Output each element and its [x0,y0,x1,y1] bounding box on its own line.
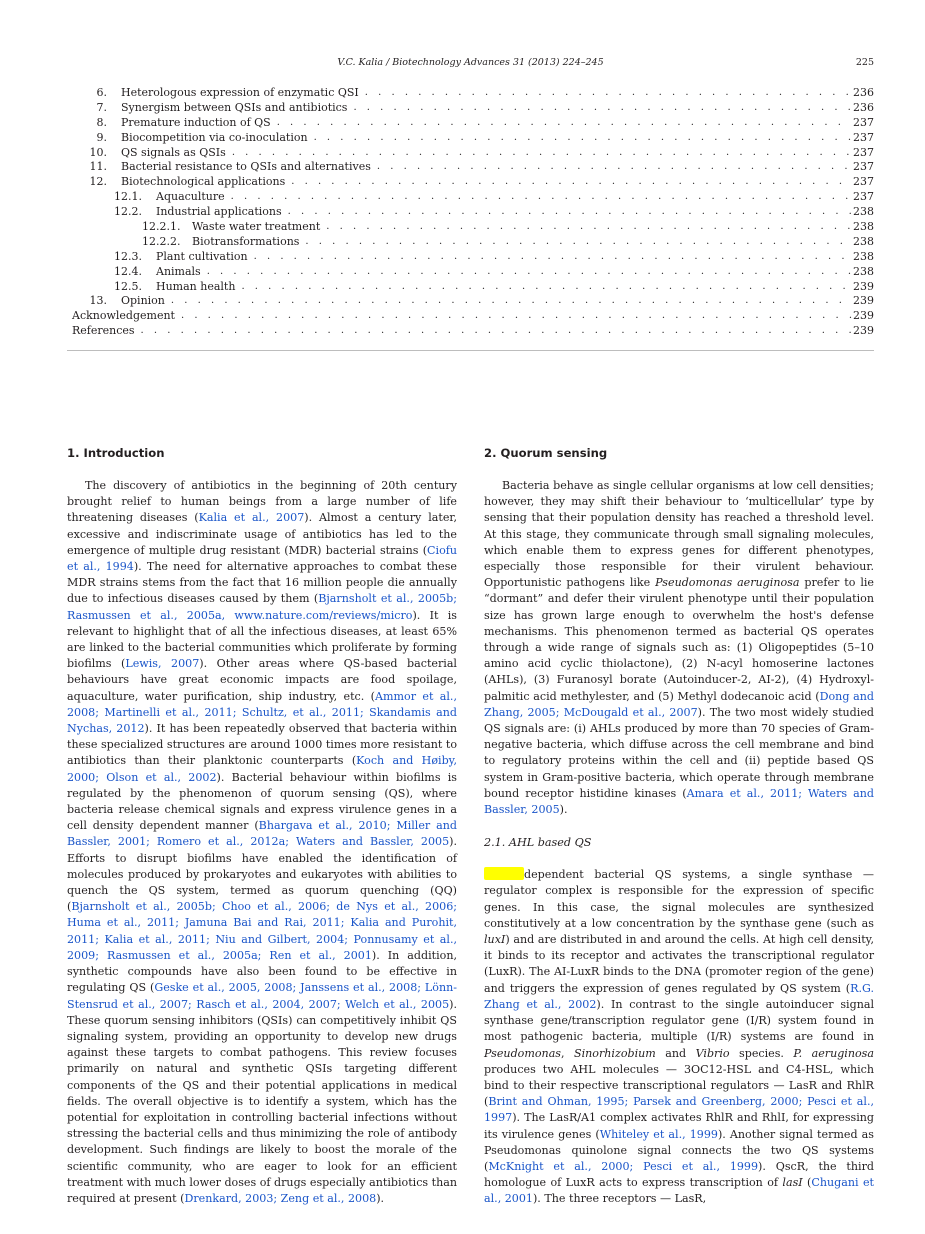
toc-leader-dots [291,175,852,190]
toc-entry-page: 239 [853,279,874,293]
citation-link[interactable]: Kalia et al., 2007 [198,511,305,525]
toc-leader-dots [353,101,852,116]
citation-link[interactable]: Whiteley et al., 1999 [599,1127,718,1141]
toc-entry[interactable] [67,190,874,205]
toc-entry-title: Biocompetition via co-inoculation [121,130,308,144]
toc-entry-title: Acknowledgement [72,309,175,323]
toc-entry-page: 238 [853,234,874,248]
toc-entry[interactable] [67,86,874,101]
ahl-paragraph: dependent bacterial QS systems, a single synthase — regulator complex is responsible for the expression of specific genes. In this case, the signal molecules are synthesized constitutively at a low concentration by the synthase gene (such as luxI) and are distributed in and around the cells. At high cell density, it binds to its receptor and activates the transcriptional regulator (LuxR). The AI-LuxR binds to the DNA (promoter region of the gene) and triggers the expression of genes regulated by QS system (R.G. Zhang et al., 2002). In contrast to the single autoinducer signal synthase gene/transcription regulator gene (I/R) system found in most pathogenic bacteria, multiple (I/R) systems are found in Pseudomonas, Sinorhizobium and Vibrio species. P. aeruginosa produces two AHL molecules — 3OC12-HSL and C4-HSL, which bind to their respective transcriptional regulators — LasR and RhlR (Brint and Ohman, 1995; Parsek and Greenberg, 2000; Pesci et al., 1997). The LasR/A1 complex activates RhlR and RhlI, for expressing its virulence genes (Whiteley et al., 1999). Another signal termed as Pseudomonas quinolone signal connects the two QS systems (McKnight et al., 2000; Pesci et al., 1999). QscR, the third homologue of LuxR acts to express transcription of lasI (Chugani et al., 2001). The three receptors — LasR, [484,868,874,1206]
toc-entry-title: Industrial applications [156,205,282,219]
toc-entry-page: 239 [853,294,874,308]
toc-entry-page: 239 [853,309,874,323]
citation-link[interactable]: Geske et al., 2005, 2008; Janssens et al., 2008; Lönn-Stensrud et al., 2007; Rasch et al., 2004, 2007; Welch et al., 2005 [67,981,458,1011]
toc-entry-title: Opinion [121,294,165,308]
toc-entry[interactable] [67,280,874,295]
toc-entry[interactable] [67,101,874,116]
toc-leader-dots [305,235,852,250]
toc-entry-page: 236 [853,100,874,114]
toc-entry-title: Biotechnological applications [121,175,286,189]
toc-entry[interactable] [67,220,874,235]
citation-link[interactable]: Ammor et al., 2008; Martinelli et al., 2011; Schultz, et al., 2011; Skandamis and Nychas, 2012 [67,689,457,736]
toc-entry-page: 237 [853,190,874,204]
citation-link[interactable]: Chugani et al., 2001 [484,1176,874,1206]
toc-entry[interactable] [67,250,874,265]
toc-leader-dots [377,160,852,175]
toc-entry-title: Aquaculture [156,190,225,204]
toc-entry[interactable] [67,309,874,324]
toc-entry[interactable] [67,265,874,280]
toc-leader-dots [171,294,852,309]
toc-entry[interactable] [67,160,874,175]
citation-link[interactable]: Ciofu et al., 1994 [67,543,457,574]
toc-entry-page: 237 [853,115,874,129]
italic-term: luxI [484,933,506,947]
toc-leader-dots [365,86,852,101]
toc-entry-number: 6. [96,86,107,99]
toc-entry-number: 8. [96,115,107,129]
toc-entry-number: 12.3. [114,249,142,263]
toc-entry-title: Plant cultivation [156,249,248,263]
toc-entry-page: 238 [853,205,874,219]
toc-entry[interactable] [67,131,874,146]
italic-term: Vibrio [695,1046,730,1060]
toc-entry-number: 7. [96,100,107,114]
toc-entry[interactable] [67,324,874,339]
toc-entry[interactable] [67,205,874,220]
right-column [484,445,874,1208]
toc-leader-dots [241,280,852,295]
toc-entry-number: 9. [96,130,107,144]
toc-leader-dots [141,324,852,339]
toc-entry-page: 237 [853,130,874,144]
citation-link[interactable]: Bjarnsholt et al., 2005b; Choo et al., 2006; de Nys et al., 2006; Huma et al., 2011; Jamuna Bai and Rai, 2011; Kalia and Purohit, 2011; Kalia et al., 2011; Niu and Gilbert, 2004; Ponnusamy et al., 2009; Rasmussen et al., 2005a; Ren et al., 2001 [67,900,457,962]
citation-link[interactable]: McKnight et al., 2000; Pesci et al., 1999 [488,1159,759,1173]
citation-link[interactable]: Koch and Høiby, 2000; Olson et al., 2002 [67,754,457,784]
toc-entry-title: QS signals as QSIs [121,145,226,159]
toc-entry[interactable] [67,235,874,250]
toc-entry-number: 12.2.1. [142,220,181,234]
italic-term: lasI [782,1176,803,1190]
citation-link[interactable]: R.G. Zhang et al., 2002 [484,981,874,1011]
toc-entry-page: 237 [853,160,874,174]
toc-leader-dots [288,205,852,220]
toc-leader-dots [232,146,852,161]
toc-entry-title: Bacterial resistance to QSIs and alternatives [121,160,371,174]
toc-entry-page: 236 [853,86,874,99]
quorum-sensing-paragraph: Bacteria behave as single cellular organisms at low cell densities; however, they may shift their behaviour to ‘multicellular’ type by sensing that their population density has reached a threshold level. At this stage, they communicate through small signaling molecules, which enable them to express genes for different phenotypes, especially those responsible for their virulent behaviour. Opportunistic pathogens like Pseudomonas aeruginosa prefer to lie “dormant” and defer their virulent phenotype until their population size has grown large enough to overwhelm the host's defense mechanisms. This phenomenon termed as bacterial QS operates through a wide range of signals such as: (1) Oligopeptides (5–10 amino acid cyclic thiolactone), (2) N-acyl homoserine lactones (AHLs), (3) Furanosyl borate (Autoinducer-2, AI-2), (4) Hydroxyl-palmitic acid methylester, and (5) Methyl dodecanoic acid (Dong and Zhang, 2005; McDougald et al., 2007). The two most widely studied QS signals are: (i) AHLs produced by more than 70 species of Gram-negative bacteria, which diffuse across the cell membrane and bind to regulatory proteins within the cell and (ii) peptide based QS system in Gram-positive bacteria, which operate through membrane bound receptor histidine kinases (Amara et al., 2011; Waters and Bassler, 2005). [484,479,874,817]
divider [67,350,874,351]
toc-entry[interactable] [67,294,874,309]
toc-entry[interactable] [67,116,874,131]
citation-link[interactable]: Dong and Zhang, 2005; McDougald et al., 2007 [484,689,874,719]
toc-entry-title: References [72,324,135,338]
toc-entry-number: 11. [89,160,107,174]
section-heading-quorum-sensing: 2. Quorum sensing [484,446,608,460]
toc-leader-dots [326,220,852,235]
toc-entry-title: Biotransformations [192,234,300,248]
italic-term: P. aeruginosa [793,1046,874,1060]
table-of-contents [67,86,874,339]
toc-leader-dots [254,250,852,265]
toc-entry-number: 12.2. [114,205,142,219]
toc-entry-title: Premature induction of QS [121,115,271,129]
citation-link[interactable]: Brint and Ohman, 1995; Parsek and Greenberg, 2000; Pesci et al., 1997 [484,1095,874,1125]
citation-link[interactable]: Drenkard, 2003; Zeng et al., 2008 [184,1191,377,1205]
toc-entry-page: 237 [853,175,874,189]
toc-entry-title: Heterologous expression of enzymatic QSI [121,86,359,99]
toc-entry-page: 239 [853,324,874,338]
running-header [67,57,874,73]
toc-entry[interactable] [67,175,874,190]
toc-leader-dots [181,309,852,324]
italic-term: Pseudomonas aeruginosa [655,576,800,590]
toc-entry-number: 10. [89,145,107,159]
toc-entry[interactable] [67,146,874,161]
citation-link[interactable]: Amara et al., 2011; Waters and Bassler, 2005 [484,786,874,817]
toc-leader-dots [207,265,852,280]
section-heading-introduction: 1. Introduction [67,446,165,460]
toc-entry-page: 238 [853,249,874,263]
page-number: 225 [855,57,874,68]
toc-entry-number: 12.5. [114,279,142,293]
citation-link[interactable]: Bhargava et al., 2010; Miller and Bassler, 2001; Romero et al., 2012a; Waters and Bassler, 2005 [67,819,457,849]
toc-entry-number: 12.2.2. [142,234,181,248]
toc-entry-number: 13. [89,294,107,308]
toc-entry-number: 12. [89,175,107,189]
toc-entry-number: 12.4. [114,264,142,278]
left-column [67,445,457,1207]
toc-leader-dots [277,116,852,131]
italic-term: Pseudomonas [484,1046,562,1060]
toc-entry-title: Waste water treatment [192,220,321,234]
subsection-heading-ahl: 2.1. AHL based QS [484,836,592,850]
toc-entry-title: Animals [156,264,201,278]
citation-link[interactable]: Bjarnsholt et al., 2005b; Rasmussen et al., 2005a, www.nature.com/reviews/micro [67,592,457,622]
journal-citation: V.C. Kalia / Biotechnology Advances 31 (2013) 224–245 [337,57,604,68]
toc-entry-number: 12.1. [114,190,142,204]
italic-term: Sinorhizobium [574,1046,656,1060]
toc-entry-title: Human health [156,279,236,293]
citation-link[interactable]: Lewis, 2007 [125,657,200,671]
toc-entry-page: 238 [853,264,874,278]
toc-leader-dots [314,131,852,146]
toc-entry-title: Synergism between QSIs and antibiotics [121,100,348,114]
toc-entry-page: 237 [853,145,874,159]
highlight-mark [484,867,524,880]
toc-entry-page: 238 [853,220,874,234]
toc-leader-dots [231,190,852,205]
introduction-paragraph: The discovery of antibiotics in the beginning of 20th century brought relief to human beings from a large number of life threatening diseases (Kalia et al., 2007). Almost a century later, excessive and indiscriminate usage of antibiotics has led to the emergence of multiple drug resistant (MDR) bacterial strains (Ciofu et al., 1994). The need for alternative approaches to combat these MDR strains stems from the fact that 16 million people die annually due to infectious diseases caused by them (Bjarnsholt et al., 2005b; Rasmussen et al., 2005a, www.nature.com/reviews/micro). It is relevant to highlight that of all the infectious diseases, at least 65% are linked to the bacterial communities which proliferate by forming biofilms (Lewis, 2007). Other areas where QS-based bacterial behaviours have great economic impacts are food spoilage, aquaculture, water purification, ship industry, etc. (Ammor et al., 2008; Martinelli et al., 2011; Schultz, et al., 2011; Skandamis and Nychas, 2012). It has been repeatedly observed that bacteria within these specialized structures are around 1000 times more resistant to antibiotics than their planktonic counterparts (Koch and Høiby, 2000; Olson et al., 2002). Bacterial behaviour within biofilms is regulated by the phenomenon of quorum sensing (QS), where bacteria release chemical signals and express virulence genes in a cell density dependent manner (Bhargava et al., 2010; Miller and Bassler, 2001; Romero et al., 2012a; Waters and Bassler, 2005). Efforts to disrupt biofilms have enabled the identification of molecules produced by prokaryotes and eukaryotes with abilities to quench the QS system, termed as quorum quenching (QQ) (Bjarnsholt et al., 2005b; Choo et al., 2006; de Nys et al., 2006; Huma et al., 2011; Jamuna Bai and Rai, 2011; Kalia and Purohit, 2011; Kalia et al., 2011; Niu and Gilbert, 2004; Ponnusamy et al., 2009; Rasmussen et al., 2005a; Ren et al., 2001). In addition, synthetic compounds have also been found to be effective in regulating QS (Geske et al., 2005, 2008; Janssens et al., 2008; Lönn-Stensrud et al., 2007; Rasch et al., 2004, 2007; Welch et al., 2005). These quorum sensing inhibitors (QSIs) can competitively inhibit QS signaling system, providing an opportunity to develop new drugs against these targets to combat pathogens. This review focuses primarily on natural and synthetic QSIs targeting different components of the QS and their potential applications in medical fields. The overall objective is to identify a system, which has the potential for exploitation in controlling bacterial infections without stressing the bacterial cells and thus minimizing the role of antibody development. Such findings are likely to boost the morale of the scientific community, who are eager to look for an efficient treatment with much lower doses of drugs especially antibiotics than required at present (Drenkard, 2003; Zeng et al., 2008). [67,479,458,1205]
